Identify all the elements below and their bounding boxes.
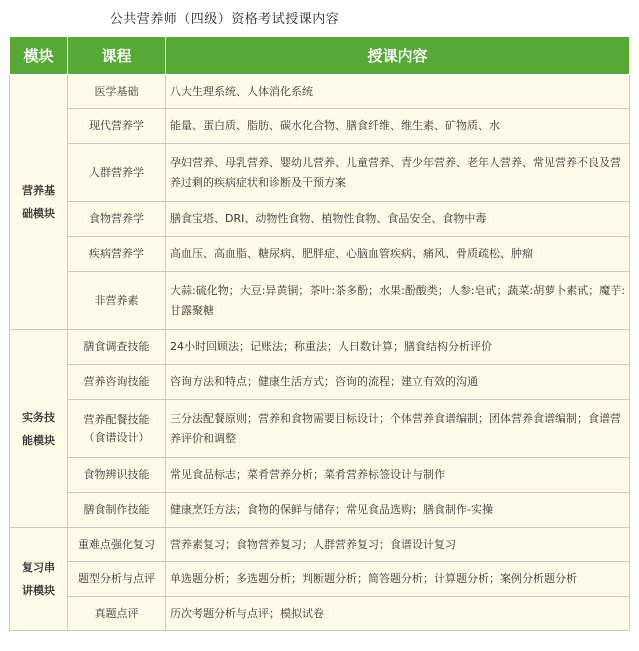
table-row [10, 272, 630, 330]
header-course: 课程 [68, 37, 166, 75]
course-cell: 营养咨询技能 [68, 365, 166, 400]
content-cell: 膳食宝塔、DRI、动物性食物、植物性食物、食品安全、食物中毒 [166, 202, 630, 237]
course-cell: 题型分析与点评 [68, 562, 166, 597]
course-cell: 疾病营养学 [68, 237, 166, 272]
module-name-line2: 能模块 [22, 433, 55, 447]
table-row [10, 144, 630, 202]
content-cell: 三分法配餐原则；营养和食物需要目标设计；个体营养食谱编制；团体营养食谱编制；食谱营养评价和调整 [166, 400, 630, 458]
content-cell: 大蒜:硫化物；大豆:异黄铜；茶叶:茶多酚；水果:酚酸类；人参:皂甙；蔬菜:胡萝卜素甙；魔芋:甘露聚糖 [166, 272, 630, 330]
content-cell: 历次考题分析与点评；模拟试卷 [166, 597, 630, 631]
table-row [10, 493, 630, 528]
module-review [10, 528, 68, 631]
course-cell: 膳食调查技能 [68, 330, 166, 365]
header-content: 授课内容 [166, 37, 630, 75]
module-nutrition-basics [10, 75, 68, 330]
content-cell: 高血压、高血脂、糖尿病、肥胖症、心脑血管疾病、痛风、骨质疏松、肿瘤 [166, 237, 630, 272]
table-row [10, 237, 630, 272]
table-header-row [10, 37, 630, 75]
table-row [10, 365, 630, 400]
module-name-line2: 础模块 [22, 207, 55, 220]
module-name-line1: 营养基 [22, 184, 55, 197]
course-cell: 重难点强化复习 [68, 528, 166, 562]
table-row [10, 202, 630, 237]
course-cell: 人群营养学 [68, 144, 166, 202]
course-cell: 食物营养学 [68, 202, 166, 237]
page-title: 公共营养师（四级）资格考试授课内容 [109, 12, 340, 27]
curriculum-table [9, 36, 630, 631]
content-cell: 健康烹饪方法；食物的保鲜与储存；常见食品选购；膳食制作-实操 [166, 493, 630, 528]
content-cell: 24小时回顾法；记账法；称重法；人日数计算；膳食结构分析评价 [166, 330, 630, 365]
module-practical-skills [10, 330, 68, 528]
course-name-line1: 营养配餐技能 [83, 412, 150, 426]
table-row [10, 330, 630, 365]
course-cell: 膳食制作技能 [68, 493, 166, 528]
content-cell: 咨询方法和特点；健康生活方式；咨询的流程；建立有效的沟通 [166, 365, 630, 400]
table-row [10, 528, 630, 562]
course-cell: 非营养素 [68, 272, 166, 330]
module-name-line1: 复习串 [22, 561, 55, 574]
content-cell: 八大生理系统、人体消化系统 [166, 75, 630, 109]
course-cell: 真题点评 [68, 597, 166, 631]
module-name-line1: 实务技 [22, 410, 55, 424]
header-module: 模块 [10, 37, 68, 75]
course-cell: 医学基础 [68, 75, 166, 109]
module-name-line2: 讲模块 [22, 584, 55, 597]
content-cell: 孕妇营养、母乳营养、婴幼儿营养、儿童营养、青少年营养、老年人营养、常见营养不良及营养过剩的疾病症状和诊断及干预方案 [166, 144, 630, 202]
table-row [10, 597, 630, 631]
table-row [10, 562, 630, 597]
content-cell: 营养素复习；食物营养复习；人群营养复习；食谱设计复习 [166, 528, 630, 562]
table-row [10, 75, 630, 109]
table-row [10, 109, 630, 144]
content-cell: 能量、蛋白质、脂肪、碳水化合物、膳食纤维、维生素、矿物质、水 [166, 109, 630, 144]
content-cell: 单选题分析；多选题分析；判断题分析；简答题分析；计算题分析；案例分析题分析 [166, 562, 630, 597]
course-cell [68, 400, 166, 458]
table-row [10, 400, 630, 458]
course-name-line2: （食谱设计） [83, 430, 150, 444]
content-cell: 常见食品标志；菜肴营养分析；菜肴营养标签设计与制作 [166, 458, 630, 493]
course-cell: 食物辨识技能 [68, 458, 166, 493]
course-cell: 现代营养学 [68, 109, 166, 144]
table-row [10, 458, 630, 493]
